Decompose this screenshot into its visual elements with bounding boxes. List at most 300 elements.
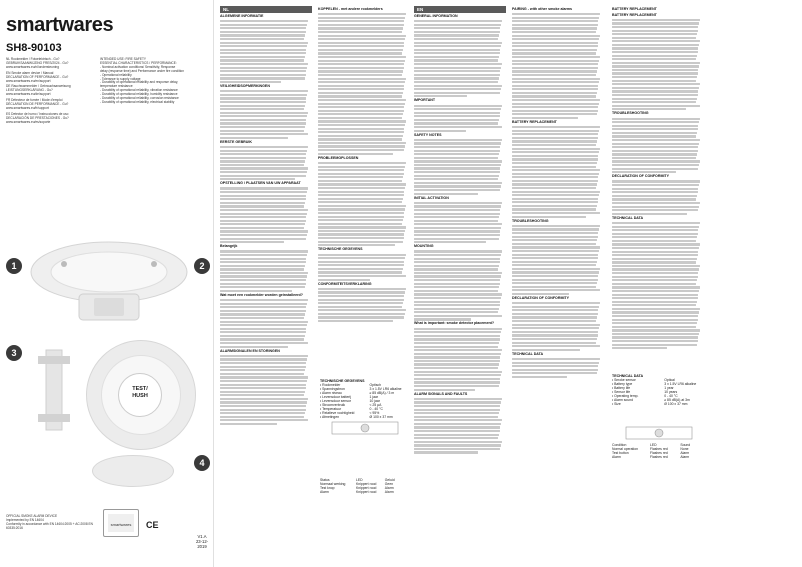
body-text-line bbox=[414, 139, 502, 141]
body-text-line bbox=[512, 130, 599, 132]
body-text-line bbox=[220, 213, 307, 215]
body-text-line bbox=[512, 324, 600, 326]
body-text-line bbox=[318, 113, 403, 115]
body-text-line bbox=[318, 95, 402, 97]
body-text-line bbox=[512, 60, 599, 62]
body-text-line bbox=[612, 229, 698, 231]
body-text-line bbox=[512, 316, 597, 318]
body-text-line bbox=[318, 169, 404, 171]
intended-line: - Durability of operational reliability, humidity resistance bbox=[100, 92, 178, 97]
figure-1-badge: 1 bbox=[6, 258, 22, 274]
table-cell: • Levensduur sensor bbox=[320, 398, 351, 403]
body-text-line bbox=[220, 126, 305, 128]
body-text-line bbox=[318, 63, 404, 65]
body-text-line bbox=[512, 144, 596, 146]
body-text-line bbox=[612, 105, 700, 107]
body-text-line bbox=[612, 87, 699, 89]
body-text-line bbox=[612, 188, 698, 190]
table-cell: 0 - 40 °C bbox=[369, 406, 383, 411]
body-text-line bbox=[220, 160, 305, 162]
body-text-line bbox=[414, 371, 502, 373]
table-cell: Flashes red bbox=[650, 447, 668, 451]
body-text-line bbox=[612, 132, 697, 134]
body-text-line bbox=[318, 271, 402, 273]
body-text-line bbox=[612, 121, 699, 123]
body-text-line bbox=[318, 145, 405, 147]
lang-line: GEBRUIKSAANWIJZING FRES/2024 - Gu? bbox=[6, 60, 69, 65]
body-text-line bbox=[414, 360, 500, 362]
body-text-line bbox=[220, 153, 306, 155]
body-text-line bbox=[612, 279, 697, 281]
body-text-line bbox=[318, 219, 403, 221]
body-text-line bbox=[414, 430, 500, 432]
lang-line: DE Rauchwarnmelder / Gebrauchsanweisung bbox=[6, 84, 71, 89]
body-text-line bbox=[318, 67, 404, 69]
body-text-line bbox=[414, 398, 502, 400]
body-text-line bbox=[318, 103, 405, 105]
body-text-line bbox=[612, 333, 699, 335]
body-text-line bbox=[414, 95, 467, 97]
body-text-line bbox=[612, 336, 698, 338]
body-text-line bbox=[414, 105, 502, 107]
table-cell: • Smoke sensor bbox=[612, 377, 636, 382]
body-text-line bbox=[414, 328, 502, 330]
body-text-line bbox=[318, 223, 402, 225]
body-text-line bbox=[414, 157, 498, 159]
body-text-line bbox=[414, 304, 500, 306]
body-text-line bbox=[512, 365, 598, 367]
body-text-line bbox=[512, 162, 597, 164]
body-text-line bbox=[414, 331, 501, 333]
body-text-line bbox=[414, 115, 500, 117]
body-text-line bbox=[414, 74, 500, 76]
body-text-line bbox=[414, 160, 502, 162]
body-text-line bbox=[612, 247, 699, 249]
column-header: NL bbox=[220, 6, 312, 13]
intended-line: - Durability of operational reliability, corrosion resistance bbox=[100, 96, 179, 101]
body-text-line bbox=[512, 70, 597, 72]
section-title: ALGEMENE INFORMATIE bbox=[220, 13, 264, 18]
intended-line: delay (response time) and Performance under fire condition bbox=[100, 68, 184, 73]
body-text-line bbox=[512, 236, 598, 238]
body-text-line bbox=[612, 272, 698, 274]
body-text-line bbox=[318, 216, 404, 218]
table-cell: < 25 µA bbox=[369, 402, 382, 407]
test-hush-button: TEST/ HUSH bbox=[118, 373, 162, 417]
body-text-line bbox=[612, 226, 699, 228]
body-text-line bbox=[414, 182, 502, 184]
body-text-line bbox=[512, 151, 599, 153]
body-text-line bbox=[414, 108, 501, 110]
section-title: TECHNICAL DATA bbox=[612, 215, 644, 220]
body-text-line bbox=[512, 250, 599, 252]
body-text-line bbox=[318, 299, 404, 301]
table-row bbox=[320, 415, 410, 419]
body-text-line bbox=[512, 369, 598, 371]
body-text-line bbox=[318, 81, 405, 83]
body-text-line bbox=[220, 321, 308, 323]
body-text-line bbox=[318, 237, 404, 239]
body-text-line bbox=[414, 254, 501, 256]
body-text-line bbox=[612, 347, 667, 349]
body-text-line bbox=[414, 356, 500, 358]
table-cell: None bbox=[680, 447, 689, 451]
body-text-line bbox=[318, 230, 405, 232]
body-text-line bbox=[612, 236, 697, 238]
body-text-line bbox=[512, 169, 600, 171]
body-text-line bbox=[220, 94, 307, 96]
body-text-line bbox=[414, 374, 501, 376]
body-text-line bbox=[220, 27, 306, 29]
body-text-line bbox=[414, 426, 500, 428]
body-text-line bbox=[512, 106, 598, 108]
column-body bbox=[414, 20, 506, 454]
table-cell: 10 years bbox=[664, 389, 678, 394]
body-text-line bbox=[414, 349, 502, 351]
body-text-line bbox=[512, 338, 597, 340]
body-text-line bbox=[318, 35, 406, 37]
table-cell: • Temperatuur bbox=[320, 406, 342, 411]
body-text-line bbox=[220, 384, 306, 386]
version-date: V1.A 23-12-2019 bbox=[195, 534, 209, 549]
table-cell: ≥ 85 dB(A) at 3m bbox=[664, 397, 690, 402]
body-text-line bbox=[414, 265, 499, 267]
body-text-line bbox=[512, 239, 597, 241]
body-text-line bbox=[612, 90, 698, 92]
body-text-line bbox=[220, 202, 305, 204]
body-text-line bbox=[512, 302, 600, 304]
section-title: OPSTELLING / PLAATSEN VAN UW APPARAAT bbox=[220, 181, 301, 186]
body-text-line bbox=[220, 205, 304, 207]
lang-line: www.smartwares.eu/de/support bbox=[6, 92, 51, 97]
table-cell: Optisch bbox=[369, 382, 381, 387]
body-text-line bbox=[512, 225, 600, 227]
body-text-line bbox=[512, 232, 598, 234]
body-text-line bbox=[512, 212, 600, 214]
body-text-line bbox=[512, 313, 598, 315]
lang-line: LEISTUNGSERKLÄRUNG - Gu? bbox=[6, 88, 53, 93]
body-text-line bbox=[512, 67, 598, 69]
model-number: SH8-90103 bbox=[6, 42, 62, 54]
lang-line: www.smartwares.eu/en/support bbox=[6, 78, 51, 83]
section-title: PROBLEEMOPLOSSEN bbox=[318, 155, 359, 160]
body-text-line bbox=[612, 44, 699, 46]
body-text-line bbox=[414, 346, 498, 348]
body-text-line bbox=[220, 398, 308, 400]
body-text-line bbox=[414, 311, 498, 313]
body-text-line bbox=[318, 31, 402, 33]
table-cell: 1 year bbox=[664, 385, 674, 390]
table-cell: Alarm bbox=[680, 455, 690, 459]
body-text-line bbox=[512, 13, 600, 15]
body-text-line bbox=[512, 306, 599, 308]
body-text-line bbox=[612, 322, 697, 324]
table-cell: • Levensduur batterij bbox=[320, 394, 351, 399]
body-text-line bbox=[512, 327, 599, 329]
body-text-line bbox=[512, 81, 599, 83]
body-text-line bbox=[612, 26, 698, 28]
body-text-line bbox=[612, 171, 676, 173]
body-text-line bbox=[318, 176, 403, 178]
body-text-line bbox=[220, 324, 307, 326]
body-text-line bbox=[220, 24, 307, 26]
body-text-line bbox=[414, 164, 501, 166]
section-title: BATTERY REPLACEMENT bbox=[512, 119, 557, 124]
body-text-line bbox=[612, 243, 700, 245]
intended-line: - Tolerance to supply voltage bbox=[100, 76, 141, 81]
body-text-line bbox=[220, 157, 306, 159]
body-text-line bbox=[220, 167, 308, 169]
body-text-line bbox=[318, 60, 405, 62]
body-text-line bbox=[220, 373, 304, 375]
lang-line: DÉCLARATION DE PERFORMANCE - Gu? bbox=[6, 102, 69, 107]
body-text-line bbox=[318, 254, 406, 256]
svg-text:smartwares: smartwares bbox=[110, 522, 132, 527]
body-text-line bbox=[612, 19, 700, 21]
body-text-line bbox=[414, 401, 501, 403]
body-text-line bbox=[512, 243, 596, 245]
body-text-line bbox=[612, 191, 698, 193]
section-title: Belangrijk bbox=[220, 244, 238, 249]
table-cell: • Afmetingen bbox=[320, 414, 340, 419]
body-text-line bbox=[612, 301, 697, 303]
tech-data-title: TECHNISCHE GEGEVENS bbox=[320, 378, 365, 383]
body-text-line bbox=[220, 338, 304, 340]
body-text-line bbox=[414, 250, 502, 252]
body-text-line bbox=[220, 342, 308, 344]
body-text-line bbox=[414, 52, 500, 54]
body-text-line bbox=[414, 220, 498, 222]
body-text-line bbox=[414, 175, 499, 177]
table-cell: Normal operation bbox=[612, 447, 639, 451]
body-text-line bbox=[220, 366, 306, 368]
body-text-line bbox=[612, 315, 698, 317]
body-text-line bbox=[612, 118, 700, 120]
body-text-line bbox=[220, 275, 307, 277]
table-cell: Alarm bbox=[320, 490, 329, 494]
body-text-line bbox=[414, 63, 502, 65]
body-text-line bbox=[414, 122, 498, 124]
body-text-line bbox=[318, 162, 406, 164]
body-text-line bbox=[414, 70, 500, 72]
body-text-line bbox=[512, 88, 598, 90]
body-text-line bbox=[414, 437, 498, 439]
body-text-line bbox=[220, 171, 307, 173]
body-text-line bbox=[512, 264, 596, 266]
body-text-line bbox=[612, 128, 698, 130]
body-text-line bbox=[220, 130, 304, 132]
body-text-line bbox=[414, 389, 475, 391]
body-text-line bbox=[512, 31, 596, 33]
body-text-line bbox=[220, 376, 308, 378]
body-text-line bbox=[414, 42, 502, 44]
body-text-line bbox=[512, 331, 598, 333]
body-text-line bbox=[414, 444, 501, 446]
body-text-line bbox=[220, 394, 304, 396]
body-text-line bbox=[512, 293, 569, 295]
body-text-line bbox=[220, 358, 307, 360]
mounting-diagram bbox=[24, 232, 194, 332]
body-text-line bbox=[220, 133, 308, 135]
body-text-line bbox=[414, 126, 502, 128]
body-text-line bbox=[414, 193, 478, 195]
body-text-line bbox=[414, 409, 500, 411]
body-text-line bbox=[414, 290, 498, 292]
table-cell: Knippert rood bbox=[356, 482, 377, 486]
body-text-line bbox=[220, 230, 308, 232]
body-text-line bbox=[318, 309, 406, 311]
section-title: VEILIGHEIDSOPMERKINGEN bbox=[220, 83, 270, 88]
body-text-line bbox=[512, 208, 596, 210]
body-text-line bbox=[318, 106, 404, 108]
body-text-line bbox=[612, 304, 696, 306]
body-text-line bbox=[318, 268, 403, 270]
body-text-line bbox=[612, 30, 698, 32]
body-text-line bbox=[612, 319, 698, 321]
body-text-line bbox=[414, 315, 502, 317]
body-text-line bbox=[512, 201, 598, 203]
body-text-line bbox=[414, 286, 499, 288]
body-text-line bbox=[318, 99, 406, 101]
body-text-line bbox=[612, 37, 696, 39]
body-text-line bbox=[414, 308, 499, 310]
section-title: GENERAL INFORMATION bbox=[414, 13, 458, 18]
brand-stamp bbox=[103, 509, 139, 537]
section-title: DECLARATION OF CONFORMITY bbox=[512, 295, 570, 300]
body-text-line bbox=[512, 176, 598, 178]
table-cell: Knippert rood bbox=[356, 490, 377, 494]
body-text-line bbox=[512, 345, 600, 347]
body-text-line bbox=[414, 142, 501, 144]
brand-logo: smartwares bbox=[6, 14, 114, 36]
body-text-line bbox=[318, 205, 406, 207]
body-text-line bbox=[512, 183, 597, 185]
column-body bbox=[512, 13, 604, 378]
body-text-line bbox=[220, 391, 305, 393]
intended-line: - Durability of operational reliability, electrical stability bbox=[100, 99, 175, 104]
section-title: BATTERY REPLACEMENT bbox=[612, 12, 657, 17]
body-text-line bbox=[414, 353, 501, 355]
body-text-line bbox=[220, 20, 308, 22]
body-text-line bbox=[512, 166, 596, 168]
body-text-line bbox=[612, 283, 696, 285]
body-text-line bbox=[414, 385, 499, 387]
body-text-line bbox=[414, 202, 502, 204]
table-cell: Alarm bbox=[384, 486, 394, 490]
table-cell: Ø 100 x 37 mm bbox=[664, 401, 688, 406]
body-text-line bbox=[414, 227, 501, 229]
led-diagram-nl bbox=[330, 420, 400, 436]
body-text-line bbox=[318, 27, 403, 29]
body-text-line bbox=[612, 58, 696, 60]
body-text-line bbox=[220, 122, 306, 124]
body-text-line bbox=[220, 355, 308, 357]
body-text-line bbox=[318, 24, 404, 26]
body-text-line bbox=[318, 233, 404, 235]
table-cell: • Relatieve vochtigheid bbox=[320, 410, 355, 415]
body-text-line bbox=[512, 257, 598, 259]
body-text-line bbox=[512, 228, 599, 230]
body-text-line bbox=[612, 125, 698, 127]
body-text-line bbox=[612, 157, 696, 159]
intended-line: temperature resistance bbox=[100, 84, 133, 89]
body-text-line bbox=[414, 31, 500, 33]
body-text-line bbox=[414, 230, 500, 232]
body-text-line bbox=[612, 184, 699, 186]
body-text-line bbox=[612, 160, 700, 162]
body-text-line bbox=[220, 303, 307, 305]
body-text-line bbox=[612, 76, 697, 78]
body-text-line bbox=[318, 295, 404, 297]
body-text-line bbox=[318, 244, 395, 246]
section-title: ALARM SIGNALS AND FAULTS bbox=[414, 391, 468, 396]
body-text-line bbox=[414, 342, 499, 344]
lang-line: NL Rookmelder / Fotoelektrisch - Gu? bbox=[6, 57, 60, 61]
body-text-line bbox=[220, 164, 304, 166]
body-text-line bbox=[612, 51, 698, 53]
table-cell: LED bbox=[356, 478, 363, 482]
body-text-line bbox=[220, 286, 305, 288]
body-text-line bbox=[318, 291, 405, 293]
body-text-line bbox=[414, 112, 500, 114]
body-text-line bbox=[414, 416, 498, 418]
body-text-line bbox=[414, 275, 501, 277]
body-text-line bbox=[512, 103, 599, 105]
body-text-line bbox=[220, 90, 308, 92]
body-text-line bbox=[512, 95, 596, 97]
body-text-line bbox=[318, 166, 405, 168]
body-text-line bbox=[220, 45, 307, 47]
lang-line: DECLARACIÓN DE PRESTACIONES - Gu? bbox=[6, 115, 69, 120]
table-cell: • Battery life bbox=[612, 385, 631, 390]
body-text-line bbox=[612, 62, 700, 64]
body-text-line bbox=[220, 223, 305, 225]
body-text-line bbox=[512, 85, 598, 87]
body-text-line bbox=[512, 52, 596, 54]
body-text-line bbox=[512, 216, 586, 218]
body-text-line bbox=[612, 65, 699, 67]
body-text-line bbox=[220, 238, 306, 240]
body-text-line bbox=[318, 131, 404, 133]
body-text-line bbox=[220, 115, 307, 117]
body-text-line bbox=[318, 187, 405, 189]
body-text-line bbox=[220, 362, 306, 364]
body-text-line bbox=[220, 187, 308, 189]
body-text-line bbox=[612, 80, 696, 82]
body-text-line bbox=[414, 185, 501, 187]
body-text-line bbox=[318, 56, 406, 58]
intended-line: INTENDED USE: FIRE SAFETY bbox=[100, 57, 147, 61]
body-text-line bbox=[220, 52, 306, 54]
body-text-line bbox=[220, 380, 307, 382]
body-text-line bbox=[318, 74, 402, 76]
body-text-line bbox=[318, 226, 406, 228]
body-text-line bbox=[318, 180, 402, 182]
body-text-line bbox=[414, 279, 500, 281]
body-text-line bbox=[512, 27, 597, 29]
body-text-line bbox=[414, 209, 500, 211]
smartwares-europe-logo bbox=[104, 510, 138, 536]
body-text-line bbox=[612, 153, 697, 155]
body-text-line bbox=[414, 77, 499, 79]
body-text-line bbox=[612, 209, 698, 211]
body-text-line bbox=[512, 334, 598, 336]
body-text-line bbox=[612, 233, 698, 235]
body-text-line bbox=[512, 198, 598, 200]
body-text-line bbox=[414, 20, 502, 22]
body-text-line bbox=[318, 38, 405, 40]
body-text-line bbox=[220, 261, 306, 263]
